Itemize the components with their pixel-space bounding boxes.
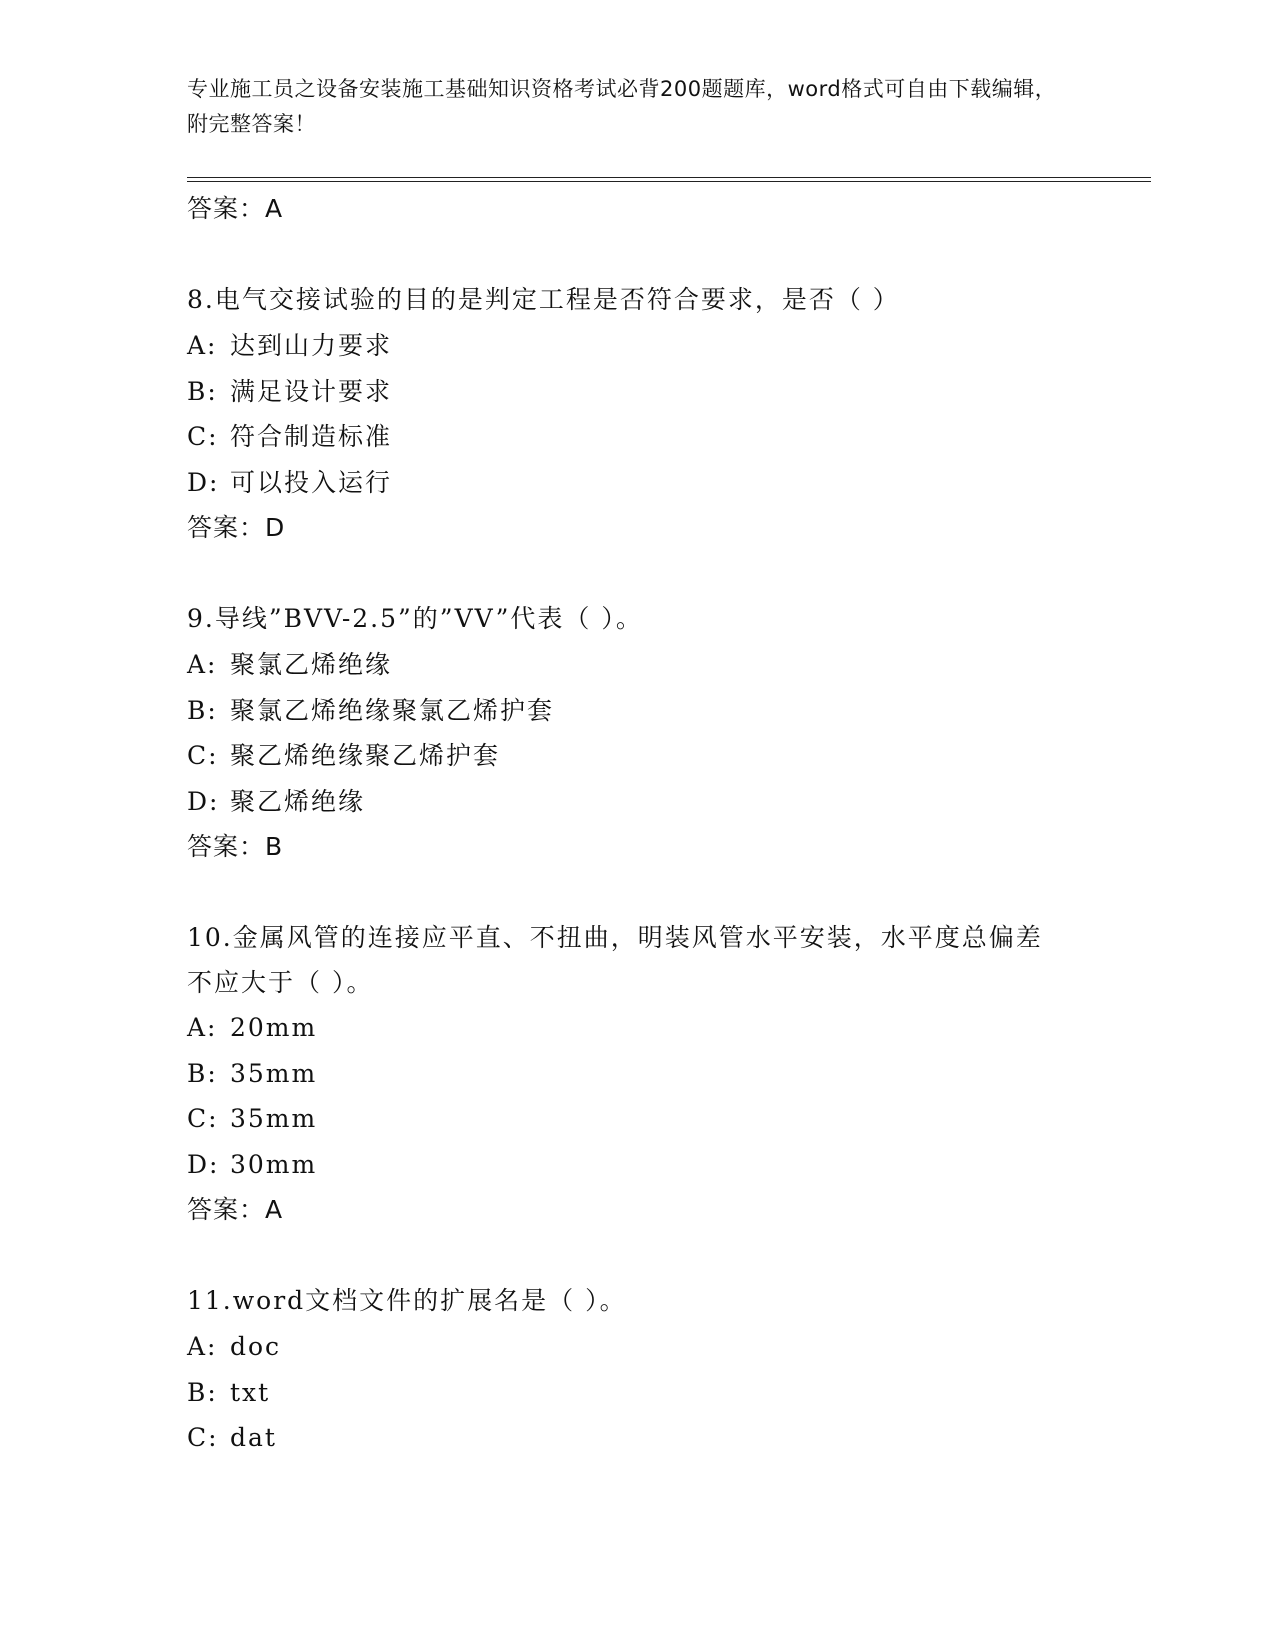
option-b: B: 满足设计要求 — [187, 376, 393, 406]
question-block — [187, 1278, 1087, 1461]
question-text: 10.金属风管的连接应平直、不扭曲，明装风管水平安装，水平度总偏差不应大于（ ）。 — [187, 923, 1043, 997]
question-text: 11.word文档文件的扩展名是（ ）。 — [187, 1286, 627, 1315]
option-a: A: 20mm — [187, 1013, 318, 1042]
answer-line: 答案：A — [187, 1195, 284, 1224]
question-block — [187, 915, 1087, 1232]
document-content — [187, 186, 1087, 1461]
option-b: B: 聚氯乙烯绝缘聚氯乙烯护套 — [187, 695, 555, 725]
answer-line: 答案：D — [187, 513, 286, 542]
question-block — [187, 596, 1087, 869]
option-d: D: 可以投入运行 — [187, 467, 393, 497]
option-a: A: doc — [187, 1332, 282, 1361]
question-text: 8.电气交接试验的目的是判定工程是否符合要求，是否（ ） — [187, 285, 900, 314]
option-d: D: 30mm — [187, 1149, 318, 1179]
header-rule-bottom — [187, 181, 1151, 182]
option-c: C: dat — [187, 1423, 277, 1452]
option-c: C: 聚乙烯绝缘聚乙烯护套 — [187, 741, 501, 770]
option-b: B: txt — [187, 1377, 271, 1407]
question-text: 9.导线”BVV-2.5”的”VV”代表（ ）。 — [187, 604, 643, 633]
option-c: C: 35mm — [187, 1104, 318, 1133]
option-a: A: 聚氯乙烯绝缘 — [187, 650, 393, 679]
option-c: C: 符合制造标准 — [187, 422, 393, 451]
option-a: A: 达到山力要求 — [187, 331, 393, 360]
option-d: D: 聚乙烯绝缘 — [187, 786, 366, 816]
document-header: 专业施工员之设备安装施工基础知识资格考试必背200题题库，word格式可自由下载编辑，附完整答案！ — [187, 77, 1057, 136]
answer-line: 答案：A — [187, 194, 284, 223]
answer-line: 答案：B — [187, 832, 284, 861]
question-block — [187, 277, 1087, 550]
option-b: B: 35mm — [187, 1058, 318, 1088]
header-rule-top — [187, 177, 1151, 178]
